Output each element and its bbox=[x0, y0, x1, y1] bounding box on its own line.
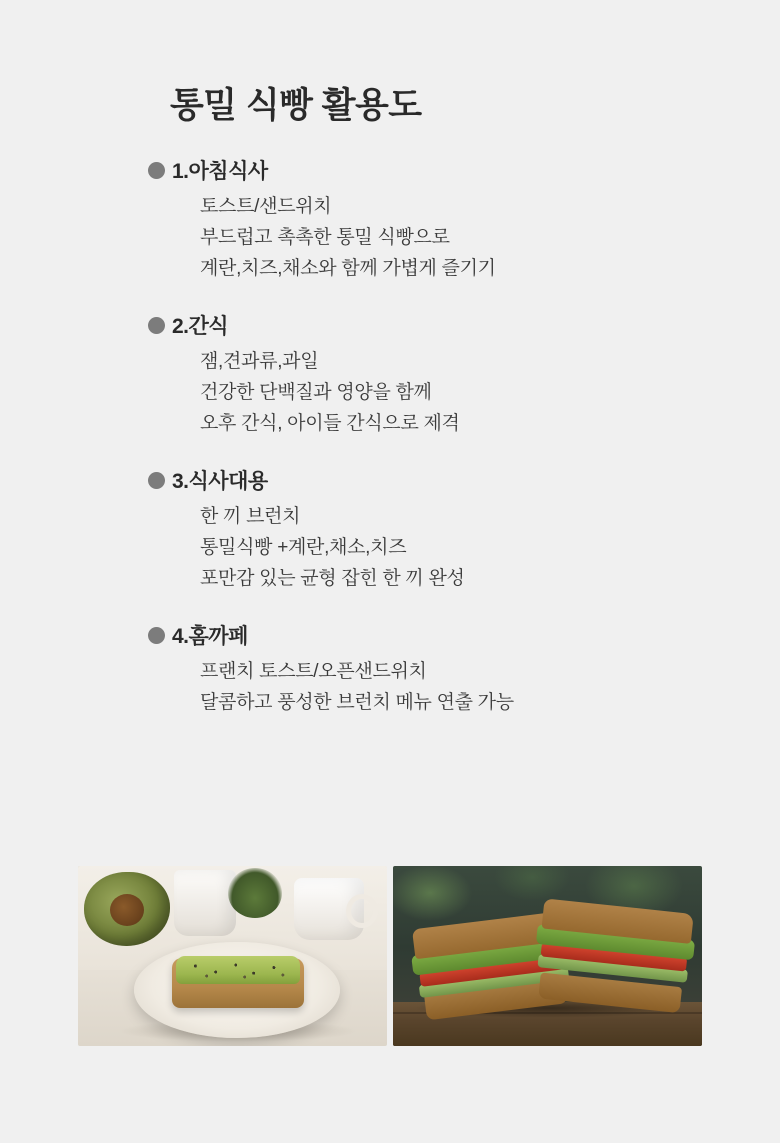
photo-strip bbox=[78, 866, 702, 1046]
section-lines bbox=[148, 346, 708, 439]
section-line: 오후 간식, 아이들 간식으로 제격 bbox=[200, 413, 460, 434]
section-title: 2.간식 bbox=[172, 315, 229, 338]
section-lines bbox=[148, 501, 708, 594]
section-title: 4.홈까페 bbox=[172, 625, 248, 648]
list-item bbox=[148, 310, 708, 439]
section-heading bbox=[148, 155, 708, 185]
section-line: 계란,치즈,채소와 함께 가볍게 즐기기 bbox=[200, 258, 496, 279]
avocado-toast-photo bbox=[78, 866, 387, 1046]
seed-topping bbox=[182, 960, 294, 980]
sandwich-half bbox=[534, 898, 694, 1013]
section-line: 건강한 단백질과 영양을 함께 bbox=[200, 382, 432, 403]
veggie-sandwich-photo bbox=[393, 866, 702, 1046]
list-item bbox=[148, 620, 708, 718]
filled-circle-bullet-icon bbox=[148, 162, 165, 179]
section-title: 1.아침식사 bbox=[172, 160, 268, 183]
section-line: 통밀식빵 +계란,채소,치즈 bbox=[200, 537, 407, 558]
coffee-cup bbox=[294, 878, 364, 940]
page-title: 통밀 식빵 활용도 bbox=[170, 86, 422, 125]
section-line: 달콤하고 풍성한 브런치 메뉴 연출 가능 bbox=[200, 692, 514, 713]
section-heading bbox=[148, 620, 708, 650]
filled-circle-bullet-icon bbox=[148, 472, 165, 489]
avocado-half-icon bbox=[84, 872, 170, 946]
section-lines bbox=[148, 656, 708, 718]
section-line: 프랜치 토스트/오픈샌드위치 bbox=[200, 661, 427, 682]
section-line: 한 끼 브런치 bbox=[200, 506, 301, 527]
section-line: 잼,견과류,과일 bbox=[200, 351, 319, 372]
list-item bbox=[148, 155, 708, 284]
filled-circle-bullet-icon bbox=[148, 317, 165, 334]
section-line: 토스트/샌드위치 bbox=[200, 196, 332, 217]
section-line: 포만감 있는 균형 잡힌 한 끼 완성 bbox=[200, 568, 465, 589]
section-heading bbox=[148, 465, 708, 495]
ceramic-jug bbox=[174, 870, 236, 936]
section-title: 3.식사대용 bbox=[172, 470, 268, 493]
filled-circle-bullet-icon bbox=[148, 627, 165, 644]
section-heading bbox=[148, 310, 708, 340]
section-lines bbox=[148, 191, 708, 284]
herb-garnish bbox=[228, 868, 282, 918]
section-line: 부드럽고 촉촉한 통밀 식빵으로 bbox=[200, 227, 450, 248]
section-list bbox=[148, 155, 708, 718]
list-item bbox=[148, 465, 708, 594]
